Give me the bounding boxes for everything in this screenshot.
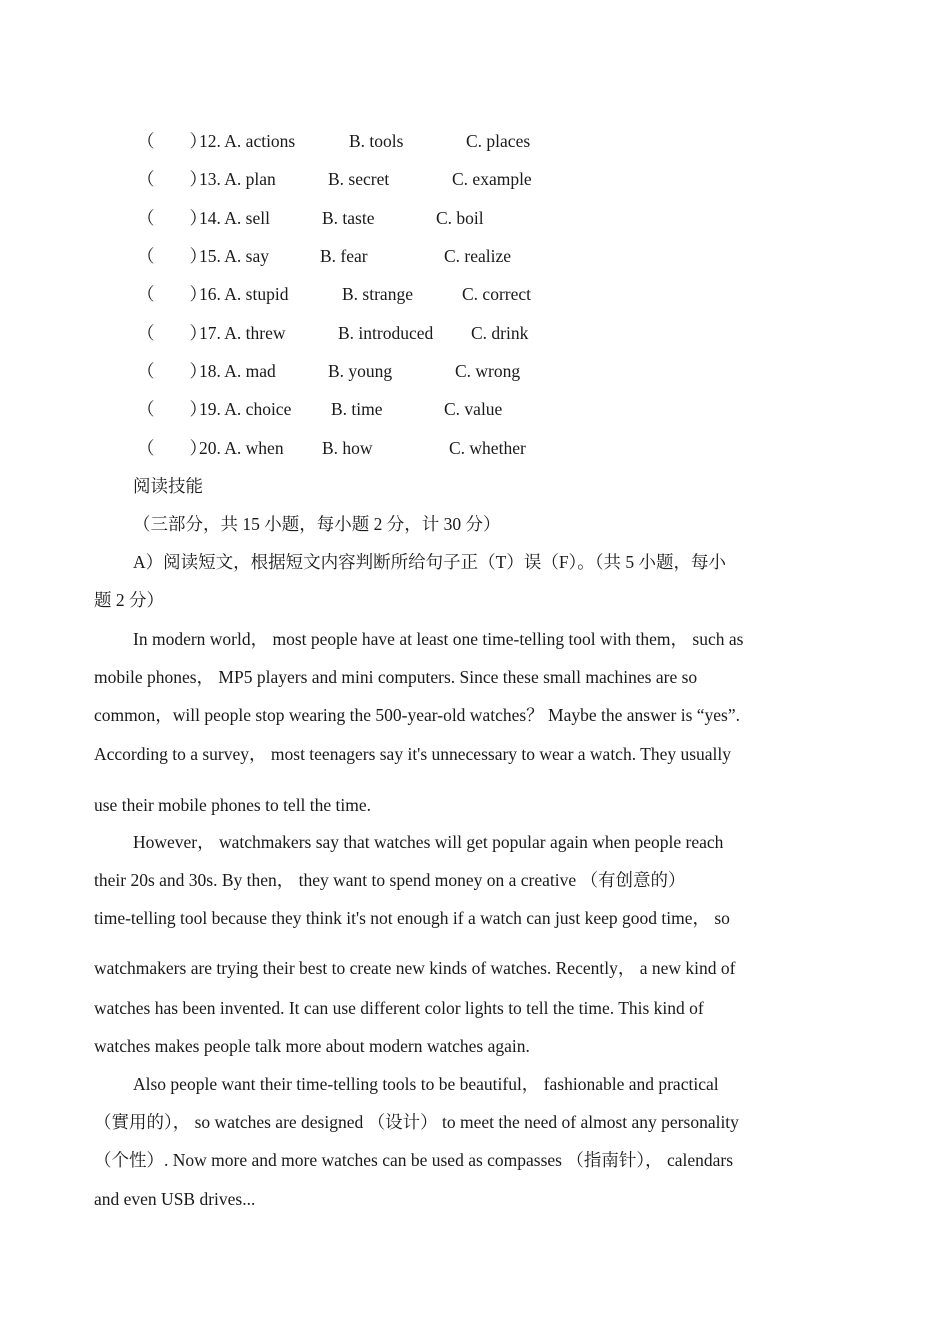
passage-line: mobile phones， MP5 players and mini computers. Since these small machines are so <box>94 667 698 687</box>
answer-blank[interactable]: （ ） <box>137 323 207 343</box>
passage-line: （个性）. Now more and more watches can be used as compasses （指南针）， calendars <box>94 1150 734 1170</box>
question-option-b: B. introduced <box>338 323 434 343</box>
question-option-a: 20. A. when <box>199 438 284 458</box>
question-option-c: C. drink <box>471 323 529 343</box>
question-option-a: 19. A. choice <box>199 399 292 419</box>
answer-blank[interactable]: （ ） <box>137 131 207 151</box>
question-option-b: B. secret <box>328 169 390 189</box>
passage-line: watches makes people talk more about modern watches again. <box>94 1036 530 1056</box>
question-option-a: 17. A. threw <box>199 323 286 343</box>
question-option-b: B. young <box>328 361 393 381</box>
answer-blank[interactable]: （ ） <box>137 438 207 458</box>
question-option-c: C. example <box>452 169 532 189</box>
instruction-line-2: 题 2 分） <box>94 590 164 610</box>
passage-line: （實用的）， so watches are designed （设计） to meet the need of almost any personality <box>94 1112 739 1132</box>
passage-line: use their mobile phones to tell the time. <box>94 795 372 815</box>
answer-blank[interactable]: （ ） <box>137 361 207 381</box>
question-option-a: 13. A. plan <box>199 169 276 189</box>
question-option-a: 12. A. actions <box>199 131 296 151</box>
question-option-a: 14. A. sell <box>199 208 270 228</box>
answer-blank[interactable]: （ ） <box>137 169 207 189</box>
question-option-c: C. places <box>466 131 531 151</box>
question-option-c: C. value <box>444 399 503 419</box>
passage-line: and even USB drives... <box>94 1189 256 1209</box>
passage-line: watches has been invented. It can use different color lights to tell the time. This kind of <box>94 998 704 1018</box>
question-option-c: C. wrong <box>455 361 521 381</box>
passage-line: watchmakers are trying their best to create new kinds of watches. Recently， a new kind of <box>94 958 736 978</box>
answer-blank[interactable]: （ ） <box>137 399 207 419</box>
question-option-a: 18. A. mad <box>199 361 276 381</box>
section-title: 阅读技能 <box>133 476 203 496</box>
passage-line: common，will people stop wearing the 500-year-old watches？ Maybe the answer is “yes”. <box>94 705 740 725</box>
question-option-b: B. taste <box>322 208 375 228</box>
question-option-c: C. correct <box>462 284 531 304</box>
passage-line: However， watchmakers say that watches will get popular again when people reach <box>133 832 724 852</box>
passage-line: According to a survey， most teenagers say it's unnecessary to wear a watch. They usually <box>94 744 732 764</box>
question-option-c: C. boil <box>436 208 484 228</box>
question-option-b: B. strange <box>342 284 413 304</box>
passage-line: In modern world， most people have at least one time-telling tool with them， such as <box>133 629 744 649</box>
question-option-a: 16. A. stupid <box>199 284 289 304</box>
question-option-b: B. how <box>322 438 373 458</box>
passage-line: Also people want their time-telling tools to be beautiful， fashionable and practical <box>133 1074 719 1094</box>
passage-line: their 20s and 30s. By then， they want to spend money on a creative （有创意的） <box>94 870 686 890</box>
question-option-b: B. time <box>331 399 383 419</box>
answer-blank[interactable]: （ ） <box>137 284 207 304</box>
question-option-c: C. whether <box>449 438 526 458</box>
question-option-a: 15. A. say <box>199 246 269 266</box>
passage-line: time-telling tool because they think it's not enough if a watch can just keep good time， so <box>94 908 730 928</box>
instruction-line-1: A）阅读短文，根据短文内容判断所给句子正（T）误（F）。（共 5 小题，每小 <box>133 552 727 572</box>
answer-blank[interactable]: （ ） <box>137 208 207 228</box>
section-subtitle: （三部分，共 15 小题，每小题 2 分，计 30 分） <box>133 514 501 534</box>
answer-blank[interactable]: （ ） <box>137 246 207 266</box>
question-option-c: C. realize <box>444 246 512 266</box>
question-option-b: B. tools <box>349 131 404 151</box>
question-option-b: B. fear <box>320 246 368 266</box>
